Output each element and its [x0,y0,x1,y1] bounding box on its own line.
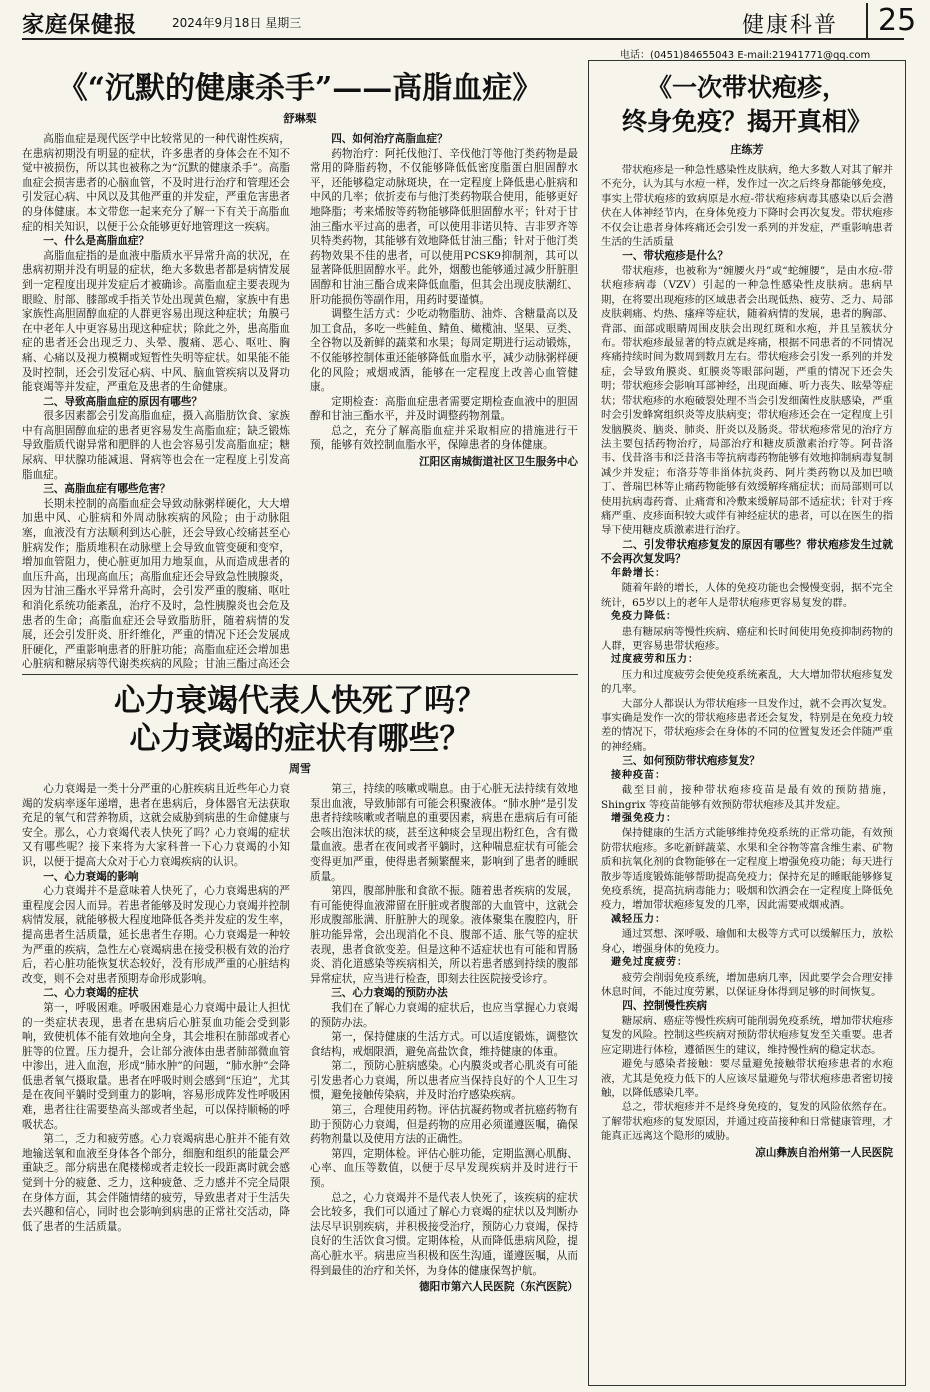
paragraph: 第四，定期体检。评估心脏功能，定期监测心肌酶、心率、血压等数值，以便于尽早发现疾病并及时进行干预。 [310,1147,578,1190]
paragraph: 第一，保持健康的生活方式。可以适度锻炼，调整饮食结构，戒烟限酒，避免高盐饮食，维持健康的体重。 [310,1031,578,1058]
paragraph: 总之，带状疱疹并不是终身免疫的，复发的风险依然存在。了解带状疱疹的复发原因，并通过疫苗接种和日常健康管理，才能真正远离这个隐形的威胁。 [601,1101,893,1143]
paragraph: 定期检查：高脂血症患者需要定期检查血液中的胆固醇和甘油三酯水平，并及时调整药物剂量。 [310,395,578,423]
paragraph: 患有糖尿病等慢性疾病、癌症和长时间使用免疫抑制药物的人群，更容易患带状疱疹。 [601,625,893,652]
subheading: 避免过度疲劳： [611,957,688,969]
page-number: 25 [866,3,916,38]
article-author: 舒琳梨 [283,112,317,125]
section-heading: 一、什么是高脂血症？ [43,235,150,248]
paragraph: 带状疱疹，也被称为“缠腰火丹”或“蛇缠腰”，是由水痘-带状疱疹病毒（VZV）引起的一种急性感染性皮肤病。患病早期，在将要出现疱疹的区域患者会出现低热、疲劳、乏力、局部皮肤刺痛、灼热、瘙痒等症状，随着病情的发展，患者的胸部、背部、面部或眼睛周围皮肤会出现红斑和水疱，并且呈簇状分布。带状疱疹最显著的特点就是疼痛，根据不同患者的不同情况疼痛持续时间为数周到数月左右。带状疱疹会引发一系列的并发症，会导致角膜炎、虹膜炎等眼部问题，严重的情况下还会失明；带状疱疹会影响耳部神经，出现面瘫、听力丧失、眩晕等症状；带状疱疹的水疱破裂处理不当会引发细菌性皮肤感染，严重时会引发蜂窝组织炎等皮肤病变；带状疱疹还会在一定程度上引发脑膜炎、脑炎、肺炎、肝炎以及肠炎。带状疱疹常见的治疗方法主要包括药物治疗，局部治疗和糖皮质激素治疗等。阿昔洛韦、伐昔洛韦和泛昔洛韦等抗病毒药物能够有效地抑制病毒复制减少并发症；布洛芬等非甾体抗炎药、阿片类药物以及加巴喷丁、普瑞巴林等止痛药物能够有效缓解疼痛症状；而局部则可以使用抗病毒药膏、止痛膏和冷敷来缓解局部不适症状；针对于疼痛严重、皮疹面积较大或伴有神经症状的患者，可以在医生的指导下使用糖皮质激素进行治疗。 [601,265,893,537]
subheading: 过度疲劳和压力： [611,654,699,666]
author-organization: 凉山彝族自治州第一人民医院 [755,1146,893,1159]
paragraph: 糖尿病、癌症等慢性疾病可能削弱免疫系统，增加带状疱疹复发的风险。控制这些疾病对预防带状疱疹复发至关重要。患者应定期进行体检，遵循医生的建议，维持慢性病的稳定状态。 [601,1014,893,1056]
contact-line: 电话：(0451)84655043 E-mail:21941771@qq.com [620,50,871,61]
paragraph: 高脂血症是现代医学中比较常见的一种代谢性疾病，在患病初期没有明显的症状，许多患者的身体会在不知不觉中被损伤，所以其也被称之为“沉默的健康杀手”。高脂血症会损害患者的心脑血管，不及时进行治疗和管理还会引发冠心病、中风以及其他严重的并发症，严重危害患者的身体健康。本文带您一起来充分了解一下有关于高脂血症的相关知识，以便于公众能够更好地管理这一疾病。 [22,133,290,233]
paragraph: 大部分人都误认为带状疱疹一旦发作过，就不会再次复发。事实确是发作一次的带状疱疹患者还会复发，特别是在免疫力较差的情况下，带状疱疹会在身体的不同的位置复发还会伴随严重的神经痛。 [601,697,893,753]
section-heading: 四、如何治疗高脂血症？ [331,133,448,145]
section-heading: 一、带状疱疹是什么？ [622,250,729,263]
paragraph: 随着年龄的增长，人体的免疫功能也会慢慢变弱，据不完全统计，65岁以上的老年人是带状疱疹更容易复发的群。 [601,582,893,609]
article-shingles [588,60,906,1386]
section-heading: 一、心力衰竭的影响 [43,870,139,883]
paragraph: 我们在了解心力衰竭的症状后，也应当掌握心力衰竭的预防办法。 [310,1001,578,1029]
article-column [601,163,893,1160]
section-heading: 三、如何预防带状疱疹复发？ [622,755,760,768]
issue-date: 2024年9月18日 星期三 [172,16,302,30]
article-title-line2: 心力衰竭的症状有哪些？ [129,721,471,757]
article-column-right [310,132,578,670]
article-heart-failure [22,682,578,1386]
article-title-line1: 心力衰竭代表人快死了吗？ [114,683,486,719]
paragraph: 避免与感染者接触：要尽量避免接触带状疱疹患者的水疱液，尤其是免疫力低下的人应该尽量避免与带状疱疹患者密切接触，以降低感染几率。 [601,1058,893,1099]
paragraph: 带状疱疹是一种急性感染性皮肤病，绝大多数人对其了解并不充分，认为其与水痘一样，发作过一次之后终身都能够免疫，事实上带状疱疹的致病原是水痘-带状疱疹病毒其感染以后会潜伏在人体神经节内，在身体免疫力下降时会再次复发。带状疱疹不仅会让患者身体疼痛还会引发一系列的并发症，严重影响患者生活的生活质量 [601,164,893,249]
paragraph: 第四，腹部肿胀和食欲不振。随着患者疾病的发展，有可能使得血液滞留在肝脏或者腹部的大血管中，这就会形成腹部胀满、肝脏肿大的现象。液体聚集在腹腔内，肝脏功能异常，会出现消化不良、腹部不适、胀气等的症状表现，患者食欲变差。但是这种不适症状也有可能和胃肠炎、消化道感染等疾病相关，所以若患者感到持续的腹部异常症状，应当进行检查，即刻去往医院接受诊疗。 [310,885,578,985]
masthead-rule [22,38,904,40]
paragraph: 疲劳会削弱免疫系统，增加患病几率，因此要学会合理安排休息时间，不能过度劳累，以保证身体得到足够的时间恢复。 [601,971,893,998]
paragraph: 药物治疗：阿托伐他汀、辛伐他汀等他汀类药物是最常用的降脂药物，不仅能够降低低密度脂蛋白胆固醇水平，还能够稳定动脉斑块，在一定程度上降低患心脏病和中风的几率；依折麦布与他汀类药物联合使用，能够更好地降脂；考来烯胺等药物能够降低胆固醇水平；针对于甘油三酯水平过高的患者，可以使用非诺贝特、吉非罗齐等贝特类药物，其能够有效地降低甘油三酯；针对于他汀类药物效果不佳的患者，可以使用PCSK9抑制剂，其可以显著降低胆固醇水平。此外，烟酸也能够通过减少肝脏胆固醇和甘油三酯合成来降低血脂，但其会出现皮肤潮红、肝功能损伤等副作用，用药时要谨慎。 [310,147,578,306]
newspaper-brand: 家庭保健报 [22,13,138,38]
section-heading: 三、高脂血症有哪些危害？ [43,483,171,496]
section-title: 健康科普 [742,13,839,38]
paragraph: 总之，心力衰竭并不是代表人快死了，该疾病的症状会比较多，我们可以通过了解心力衰竭的症状以及判断办法尽早识别疾病，并积极接受治疗，预防心力衰竭，保持良好的生活饮食习惯。定期体检，从而降低患病风险，提高心脏水平。病患应当积极和医生沟通，谨遵医嘱，从而得到最佳的治疗和关怀，为身体的健康保驾护航。 [310,1191,578,1277]
paragraph: 心力衰竭是一类十分严重的心脏疾病且近些年心力衰竭的发病率逐年递增，患者在患病后，身体器官无法获取充足的氧气和营养物质，这就会威胁到病患的生命健康与安全。那么，心力衰竭代表人快死了吗？心力衰竭的症状又有哪些呢？接下来将为大家科普一下心力衰竭的小知识，以便于提高大众对于心力衰竭疾病的认识。 [22,783,290,868]
article-title-line1: 《一次带状疱疹， [646,73,847,102]
article-title-line2: 终身免疫？揭开真相》 [621,107,872,136]
subheading: 增强免疫力： [611,813,677,825]
subheading: 年龄增长： [611,567,666,579]
paragraph: 第二，预防心脏病感染。心内膜炎或者心肌炎有可能引发患者心力衰竭，所以患者应当保持良好的个人卫生习惯，避免接触传染病，并及时治疗感染疾病。 [310,1060,578,1102]
article-author: 庄练芳 [730,143,764,156]
author-organization: 德阳市第六人民医院（东汽医院） [419,1281,578,1294]
subheading: 免疫力降低： [611,611,677,623]
section-heading: 四、控制慢性疾病 [622,1000,707,1013]
paragraph: 高脂血症指的是血液中脂质水平异常升高的状况，在患病初期并没有明显的症状，绝大多数患者都是病情发展到一定程度出现并发症后才被确诊。高脂血症主要表现为眼睑、肘部、膝部或手指关节处出现黄色瘤，家族中有患家族性高胆固醇血症的人群更容易出现这种症状；角膜弓在中老年人中更容易出现这种症状；除此之外，患高脂血症的患者还会出现乏力、头晕、腹痛、恶心、呕吐、胸痛、心痛以及视力模糊或短暂性失明等症状。如果能不能及时控制，还会引发冠心病、中风、脑血管疾病以及肾功能衰竭等并发症，严重危及患者的生命健康。 [22,249,290,394]
paragraph: 调整生活方式：少吃动物脂肪、油炸、含糖量高以及加工食品，多吃一些鲑鱼、鲭鱼、橄榄油、坚果、豆类、全谷物以及新鲜的蔬菜和水果；每周定期进行运动锻炼，不仅能够控制体重还能够降低血脂水平，减少动脉粥样硬化的风险；戒烟戒酒，能够在一定程度上改善心血管健康。 [310,308,578,394]
article-author: 周雪 [289,762,311,775]
paragraph: 压力和过度疲劳会使免疫系统紊乱，大大增加带状疱疹复发的几率。 [601,668,893,696]
author-organization: 江阳区南城街道社区卫生服务中心 [419,456,578,469]
article-column-left [22,132,290,670]
paragraph: 长期未控制的高脂血症会导致动脉粥样硬化，大大增加患中风、心脏病和外周动脉疾病的风险；由于动脉阻塞，血液没有方法顺利到达心脏，还会导致心绞痛甚至心脏病发作；脂质堆积在动脉壁上会导致血管变硬和变窄，增加血管阻力，使心脏更加用力地泵血，从而造成患者的血压升高，出现高血压；高脂血症还会导致急性胰腺炎，因为甘油三酯水平异常升高时，会引发严重的腹痛、呕吐和消化系统功能紊乱，治疗不及时，急性胰腺炎也会危及患者的生命；高脂血症还会导致脂肪肝，随着病情的发展，还会引发肝炎、肝纤维化，严重的情况下还会发展成肝硬化，严重影响患者的肝脏功能；高脂血症还会增加患心脏病和糖尿病等代谢类疾病的风险；甘油三酯过高还会 [22,497,290,670]
article-hyperlipidemia [22,70,578,670]
paragraph: 第二，乏力和疲劳感。心力衰竭病患心脏并不能有效地输送氧和血液至身体各个部分，细胞和组织的能量会严重缺乏。部分病患在爬楼梯或者走较长一段距离时就会感觉到十分的疲惫、乏力，这种疲惫、乏力感并不完全局限在身体方面，其会伴随情绪的疲劳，导致患者对于生活失去兴趣和信心，同时也会影响到病患的正常社交活动，降低了患者的生活质量。 [22,1133,290,1233]
article-title: 《“沉默的健康杀手”——高脂血症》 [57,71,543,106]
subheading: 减轻压力： [611,913,666,925]
section-heading: 二、导致高脂血症的原因有哪些？ [43,395,203,408]
section-heading: 二、心力衰竭的症状 [43,987,139,1000]
section-heading: 二、引发带状疱疹复发的原因有哪些？带状疱疹发生过就不会再次复发吗？ [601,538,893,566]
paragraph: 保持健康的生活方式能够维持免疫系统的正常功能，有效预防带状疱疹。多吃新鲜蔬菜、水果和全谷物等富含维生素、矿物质和抗氧化剂的食物能够在一定程度上增强免疫功能；每天进行散步等适度锻炼能够帮助提高免疫力；保持充足的睡眠能够修复免疫系统，提高抗病毒能力；吸烟和饮酒会在一定程度上降低免疫力，增加带状疱疹复发的几率，因此需要戒烟戒酒。 [601,827,893,912]
paragraph: 第三，持续的咳嗽或喘息。由于心脏无法持续有效地泵出血液，导致肺部有可能会积聚液体。“肺水肿”是引发患者持续咳嗽或者喘息的重要因素，病患在患病后有可能会咳出泡沫状的痰，甚至这种痰会呈现出粉红色，含有微量血液。患者在夜间或者平躺时，这种喘息症状有可能会变得更加严重，使得患者频繁醒来，影响到了患者的睡眠质量。 [310,783,578,883]
article-divider [22,674,578,675]
paragraph: 总之，充分了解高脂血症并采取相应的措施进行干预，能够有效控制血脂水平，保障患者的身体健康。 [310,424,578,452]
paragraph: 很多因素都会引发高脂血症，摄入高脂肪饮食、家族中有高胆固醇血症的患者更容易发生高脂血症；缺乏锻炼导致脂质代谢异常和肥胖的人也会容易引发高脂血症；糖尿病、甲状腺功能减退、肾病等也会在一定程度上引发高脂血症。 [22,410,290,481]
paragraph: 第一，呼吸困难。呼吸困难是心力衰竭中最让人担忧的一类症状表现，患者在患病后心脏泵血功能会受到影响，致使机体不能有效地向全身，其会堆积在肺部或者心脏等的位置。压力提升，会让部分液体由患者肺部微血管中渗出，进入血泡，形成“肺水肿”的问题，“肺水肿”会降低患者氧气摄取量。患者在呼吸时则会感到“压迫”，尤其是在夜间平躺时受到重力的影响，容易形成阵发性呼吸困难，患者往往需要垫高头部或者坐起，可以保持顺畅的呼吸状态。 [22,1001,290,1131]
paragraph: 心力衰竭并不是意味着人快死了，心力衰竭患病的严重程度会因人而异。若患者能够及时发现心力衰竭并控制病情发展，就能够极大程度地降低各类并发症的发生率，提高患者生活质量，延长患者生存期。心力衰竭是一种较为严重的疾病，急性左心衰竭病患在接受积极有效的治疗后，若心脏功能恢复状态较好，没有形成严重的心脏结构改变，则不会对患者预期寿命形成影响。 [22,885,290,985]
paragraph: 通过冥想、深呼吸、瑜伽和太极等方式可以缓解压力，放松身心，增强身体的免疫力。 [601,928,893,955]
section-heading: 三、心力衰竭的预防办法 [331,987,448,1000]
paragraph: 第三，合理使用药物。评估抗凝药物或者抗癌药物有助于预防心力衰竭，但是药物的应用必须谨遵医嘱，确保药物剂量以及使用方法的正确性。 [310,1104,578,1146]
article-column-right [310,782,578,1295]
subheading: 接种疫苗： [611,769,666,781]
article-column-left [22,782,290,1295]
paragraph: 截至目前，接种带状疱疹疫苗是最有效的预防措施，Shingrix 等疫苗能够有效预防带状疱疹及其并发症。 [601,784,893,811]
